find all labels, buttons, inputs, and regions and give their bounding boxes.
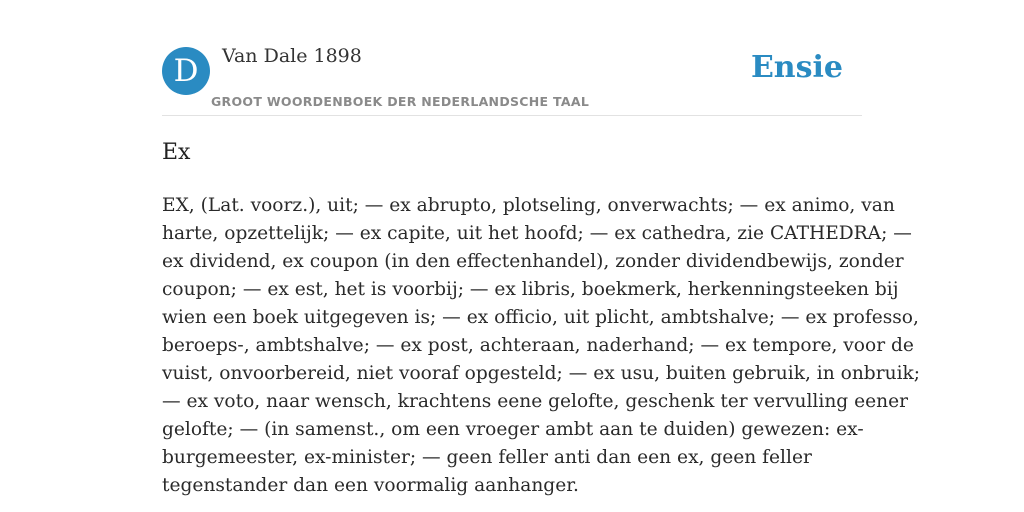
header-divider	[162, 115, 862, 116]
definition-line: EX, (Lat. voorz.), uit; — ex abrupto, plotseling, onverwachts; — ex animo, van	[162, 195, 895, 216]
definition-line: vuist, onvoorbereid, niet vooraf opgesteld; — ex usu, buiten gebruik, in onbruik;	[162, 363, 921, 384]
definition-line: — ex voto, naar wensch, krachtens eene gelofte, geschenk ter vervulling eener	[162, 391, 908, 412]
source-avatar[interactable]: D	[162, 47, 210, 95]
definition-line: burgemeester, ex-minister; — geen feller anti dan een ex, geen feller	[162, 447, 812, 468]
entry-definition	[162, 192, 921, 500]
entry-headword: Ex	[162, 140, 191, 165]
definition-line: tegenstander dan een voormalig aanhanger.	[162, 475, 579, 496]
definition-line: wien een boek uitgegeven is; — ex officio, uit plicht, ambtshalve; — ex professo,	[162, 307, 919, 328]
definition-line: coupon; — ex est, het is voorbij; — ex libris, boekmerk, herkenningsteeken bij	[162, 279, 899, 300]
definition-line: gelofte; — (in samenst., om een vroeger ambt aan te duiden) gewezen: ex-	[162, 419, 864, 440]
definition-line: ex dividend, ex coupon (in den effectenhandel), zonder dividendbewijs, zonder	[162, 251, 904, 272]
ensie-logo[interactable]: Ensie	[750, 50, 843, 85]
source-title[interactable]: Van Dale 1898	[222, 45, 362, 67]
source-subtitle: GROOT WOORDENBOEK DER NEDERLANDSCHE TAAL	[211, 94, 590, 109]
definition-line: beroeps-, ambtshalve; — ex post, achteraan, naderhand; — ex tempore, voor de	[162, 335, 914, 356]
definition-line: harte, opzettelijk; — ex capite, uit het hoofd; — ex cathedra, zie CATHEDRA; —	[162, 223, 912, 244]
